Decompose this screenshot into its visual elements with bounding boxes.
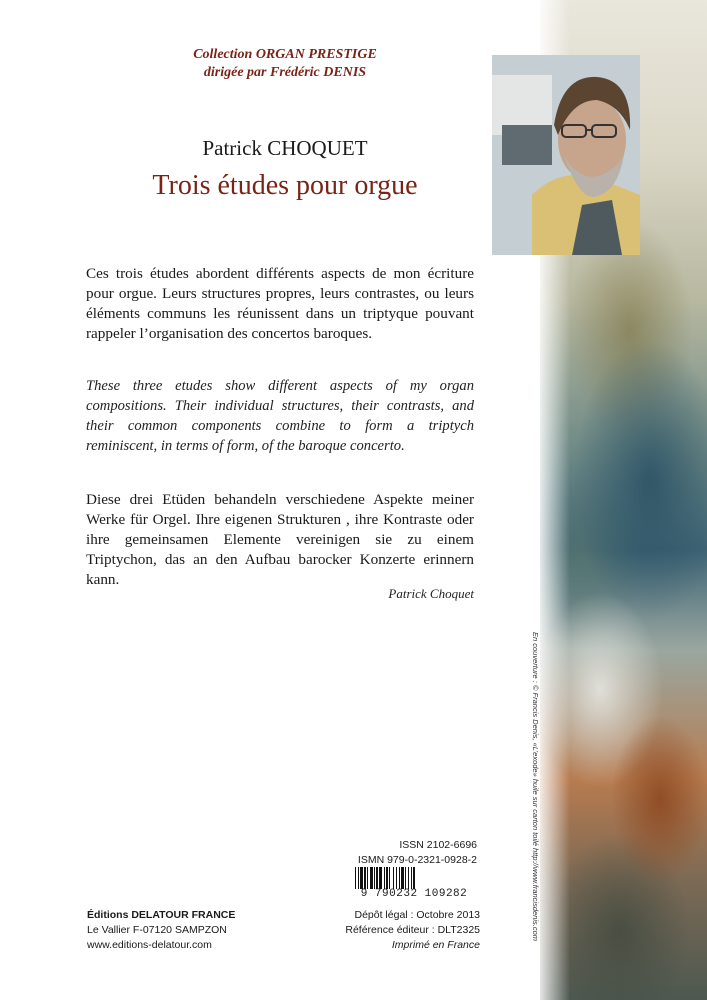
barcode-bar	[408, 867, 409, 889]
barcode-bar	[386, 867, 388, 889]
barcode-bar	[399, 867, 400, 889]
barcode-bar	[379, 867, 382, 889]
barcode-bar	[355, 867, 356, 889]
barcode-digits: 9 790232 109282	[360, 888, 468, 900]
cover-credit	[526, 632, 542, 952]
printed-in: Imprimé en France	[391, 939, 480, 951]
barcode-bar	[376, 867, 378, 889]
barcode-bar	[367, 867, 368, 889]
work-title: Trois études pour orgue	[152, 170, 418, 201]
publisher-address: Le Vallier F-07120 SAMPZON	[87, 924, 227, 936]
author-photo	[492, 55, 640, 255]
barcode-bar	[405, 867, 406, 889]
barcode-bar	[374, 867, 375, 889]
legal-deposit: Dépôt légal : Octobre 2013	[354, 909, 480, 921]
collection-heading	[160, 46, 410, 82]
author-portrait-icon	[492, 55, 640, 255]
barcode-bars	[351, 867, 477, 889]
collection-director: dirigée par Frédéric DENIS	[203, 65, 367, 80]
description-french: Ces trois études abordent différents aspects de mon écriture pour orgue. Leurs structures propres, leurs contrastes, ou leurs éléments communs les réunissent dans un triptyque pouvant rappeler l’organisation des concertos baroques.	[86, 265, 474, 342]
barcode-bar	[401, 867, 404, 889]
description-german: Diese drei Etüden behandeln verschiedene Aspekte meiner Werke für Orgel. Ihre eigenen Strukturen , ihre Kontraste oder ihre gemeinsamen Elemente vereinigen sie zu einem Triptychon, das an den Aufbau barocker Konzerte erinnern kann.	[86, 491, 474, 588]
barcode-bar	[393, 867, 394, 889]
barcode-bar	[360, 867, 363, 889]
publisher-reference: Référence éditeur : DLT2325	[345, 924, 480, 936]
ismn-number: ISMN 979-0-2321-0928-2	[357, 854, 477, 866]
barcode-bar	[413, 867, 415, 889]
legal-block	[320, 908, 480, 953]
publisher-block	[87, 908, 287, 953]
barcode-bar	[370, 867, 373, 889]
barcode-bar	[396, 867, 397, 889]
barcode-bar	[358, 867, 359, 889]
publisher-name: Éditions DELATOUR FRANCE	[87, 909, 236, 921]
issn-number: ISSN 2102-6696	[399, 839, 477, 851]
identifier-block	[340, 838, 477, 868]
cover-credit-text: En couverture : © Francis Denis, «L’exode» huile sur carton toilé http://www.francisdenis.com	[531, 632, 540, 942]
barcode-bar	[411, 867, 412, 889]
description-english: These three etudes show different aspects of my organ compositions. Their individual structures, their contrasts, and their common components combine to form a triptych reminiscent, in terms of form, of the baroque concerto.	[86, 378, 474, 454]
publisher-website: www.editions-delatour.com	[87, 939, 212, 951]
signature: Patrick Choquet	[388, 586, 474, 601]
collection-name: Collection ORGAN PRESTIGE	[193, 47, 377, 62]
barcode-bar	[389, 867, 390, 889]
barcode-bar	[384, 867, 385, 889]
author-name: Patrick CHOQUET	[202, 136, 368, 160]
barcode-bar	[364, 867, 366, 889]
